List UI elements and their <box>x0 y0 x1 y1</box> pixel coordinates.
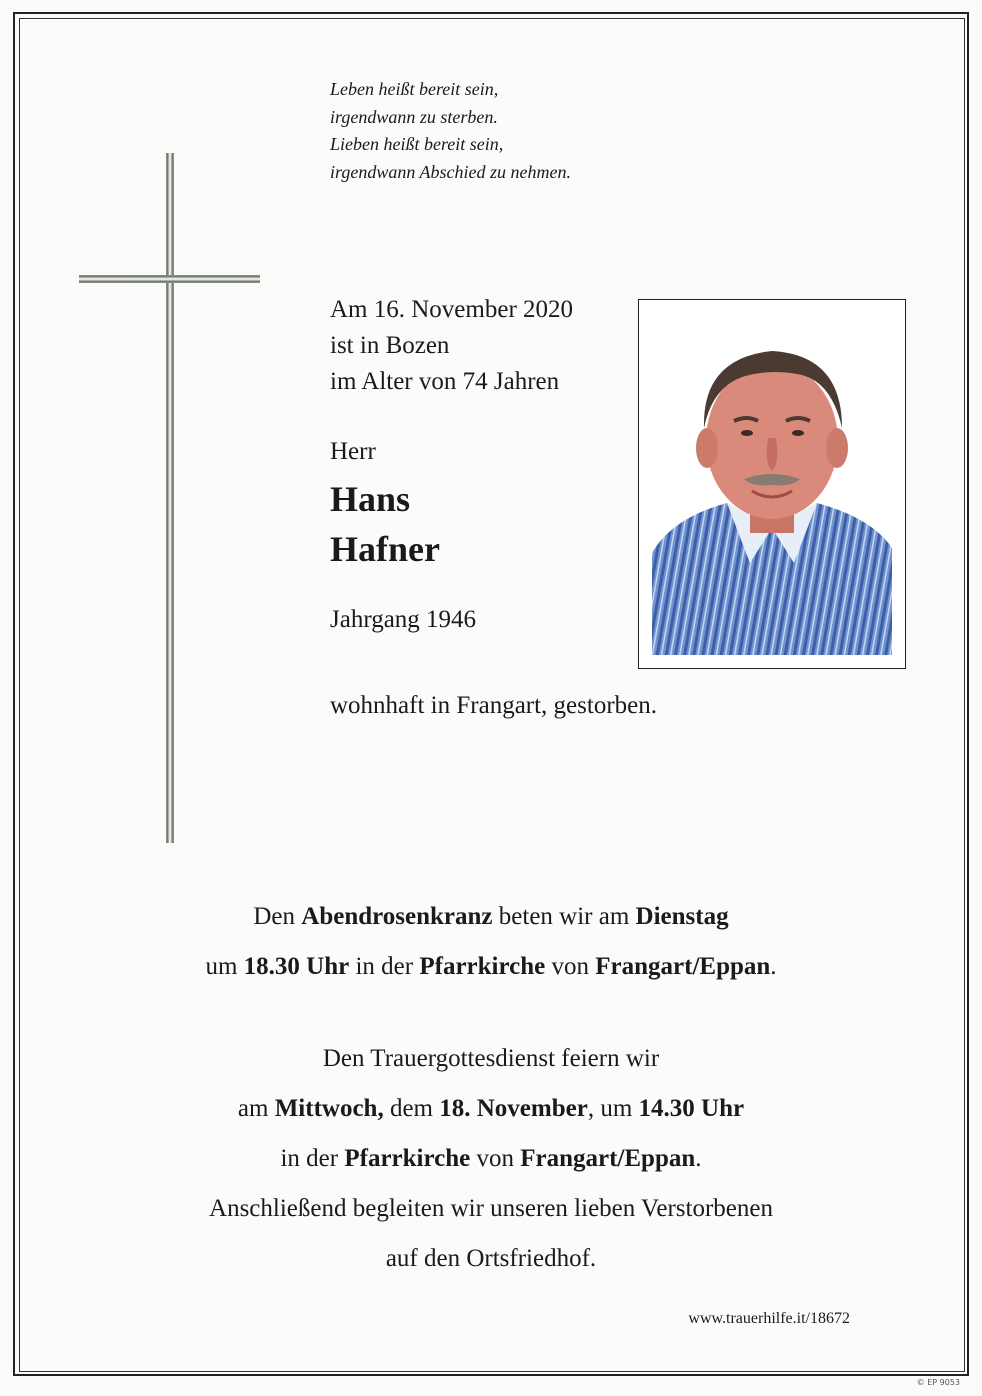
death-announcement <box>330 292 573 400</box>
rosary-time: 18.30 Uhr <box>243 953 350 980</box>
intro-line: ist in Bozen <box>330 332 450 359</box>
text: . <box>770 953 777 980</box>
rosary-line-1 <box>0 892 982 942</box>
funeral-line-4: Anschließend begleiten wir unseren lieben Verstorbenen <box>209 1195 773 1222</box>
text: am <box>237 1095 275 1122</box>
funeral-day: Mittwoch, <box>274 1095 384 1122</box>
funeral-time: 14.30 Uhr <box>638 1095 745 1122</box>
location: Frangart/Eppan <box>595 953 771 980</box>
location: Frangart/Eppan <box>520 1145 696 1172</box>
rosary-label: Abendrosenkranz <box>301 903 493 930</box>
poem-line: irgendwann zu sterben. <box>330 106 498 127</box>
funeral-line-2 <box>0 1084 982 1134</box>
text: von <box>545 953 596 980</box>
residence: wohnhaft in Frangart, gestorben. <box>330 692 658 719</box>
poem-line: Leben heißt bereit sein, <box>330 79 499 99</box>
text: von <box>470 1145 521 1172</box>
text: in der <box>349 953 420 980</box>
cross-icon-bar <box>79 275 260 283</box>
text: in der <box>280 1145 345 1172</box>
text: , um <box>587 1095 639 1122</box>
text: Den <box>253 903 302 930</box>
rosary-notice <box>0 892 982 992</box>
rosary-day: Dienstag <box>635 903 729 930</box>
intro-line: Am 16. November 2020 <box>330 296 574 323</box>
funeral-line-3 <box>0 1134 982 1184</box>
text: . <box>695 1145 702 1172</box>
print-code: © EP 9053 <box>916 1378 960 1387</box>
rosary-line-2 <box>0 942 982 992</box>
text: beten wir am <box>492 903 636 930</box>
funeral-date: 18. November <box>439 1095 588 1122</box>
church: Pfarrkirche <box>344 1145 471 1172</box>
poem-line: irgendwann Abschied zu nehmen. <box>330 161 571 182</box>
text: um <box>205 953 244 980</box>
text: dem <box>383 1095 440 1122</box>
funeral-notice <box>0 1034 982 1284</box>
portrait-photo <box>638 299 906 669</box>
poem <box>330 76 571 186</box>
funeral-line-1: Den Trauergottesdienst feiern wir <box>322 1045 660 1072</box>
funeral-line-5: auf den Ortsfriedhof. <box>385 1245 597 1272</box>
salutation: Herr <box>330 438 376 465</box>
cross-icon <box>166 153 174 843</box>
website-link[interactable]: www.trauerhilfe.it/18672 <box>688 1310 850 1327</box>
last-name: Hafner <box>330 529 440 569</box>
birth-year: Jahrgang 1946 <box>330 606 477 633</box>
church: Pfarrkirche <box>419 953 546 980</box>
intro-line: im Alter von 74 Jahren <box>330 368 560 395</box>
first-name: Hans <box>330 479 411 519</box>
portrait-photo-image <box>652 313 892 655</box>
deceased-name <box>330 474 440 574</box>
poem-line: Lieben heißt bereit sein, <box>330 134 504 154</box>
